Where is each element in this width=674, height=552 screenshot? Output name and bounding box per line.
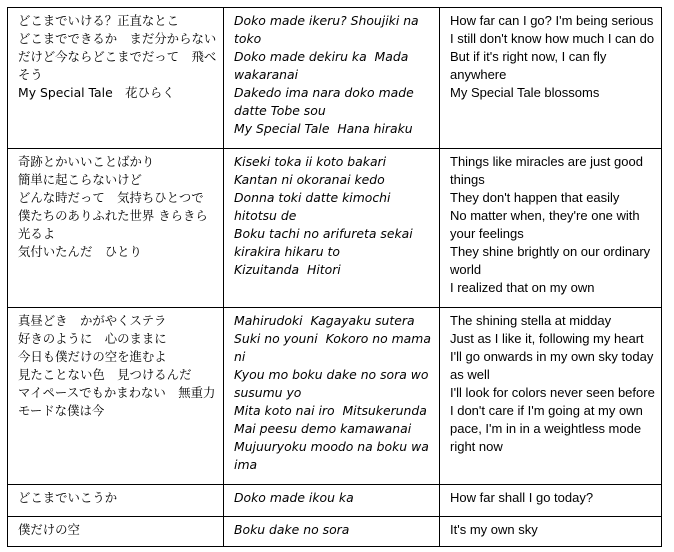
japanese-lyrics-cell: 真昼どき かがやくステラ 好きのように 心のままに 今日も僕だけの空を進むよ 見たことない色 見つけるんだ マイペースでもかまわない 無重力モードな僕は今: [8, 308, 224, 485]
romaji-lyrics-cell: Kiseki toka ii koto bakari Kantan ni okoranai kedo Donna toki datte kimochi hitotsu de Boku tachi no arifureta sekai kirakira hikaru to Kizuitanda Hitori: [224, 149, 440, 308]
romaji-lyrics-cell: Mahirudoki Kagayaku sutera Suki no youni Kokoro no mama ni Kyou mo boku dake no sora wo susumu yo Mita koto nai iro Mitsukerunda Mai peesu demo kamawanai Mujuuryoku moodo na boku wa ima: [224, 308, 440, 485]
japanese-lyrics-cell: どこまでいこうか: [8, 485, 224, 517]
romaji-lyrics-cell: Doko made ikou ka: [224, 485, 440, 517]
english-translation-cell: Things like miracles are just good things They don't happen that easily No matter when, they're one with your feelings They shine brightly on our ordinary world I realized that on my own: [440, 149, 662, 308]
table-row: [8, 517, 662, 547]
english-translation-cell: How far can I go? I'm being serious I still don't know how much I can do But if it's right now, I can fly anywhere My Special Tale blossoms: [440, 8, 662, 149]
table-row: [8, 149, 662, 308]
table-row: [8, 308, 662, 485]
romaji-lyrics-cell: Doko made ikeru? Shoujiki na toko Doko made dekiru ka Mada wakaranai Dakedo ima nara doko made datte Tobe sou My Special Tale Hana hiraku: [224, 8, 440, 149]
japanese-lyrics-cell: どこまでいける？正直なとこ どこまでできるか まだ分からない だけど今ならどこまでだって 飛べそう My Special Tale 花ひらく: [8, 8, 224, 149]
english-translation-cell: The shining stella at midday Just as I like it, following my heart I'll go onwards in my own sky today as well I'll look for colors never seen before I don't care if I'm going at my own pace, I'm in in a weightless mode right now: [440, 308, 662, 485]
table-row: [8, 8, 662, 149]
english-translation-cell: It's my own sky: [440, 517, 662, 547]
lyrics-table: [7, 7, 662, 547]
japanese-lyrics-cell: 僕だけの空: [8, 517, 224, 547]
romaji-lyrics-cell: Boku dake no sora: [224, 517, 440, 547]
table-row: [8, 485, 662, 517]
japanese-lyrics-cell: 奇跡とかいいことばかり 簡単に起こらないけど どんな時だって 気持ちひとつで 僕たちのありふれた世界 きらきら光るよ 気付いたんだ ひとり: [8, 149, 224, 308]
english-translation-cell: How far shall I go today?: [440, 485, 662, 517]
